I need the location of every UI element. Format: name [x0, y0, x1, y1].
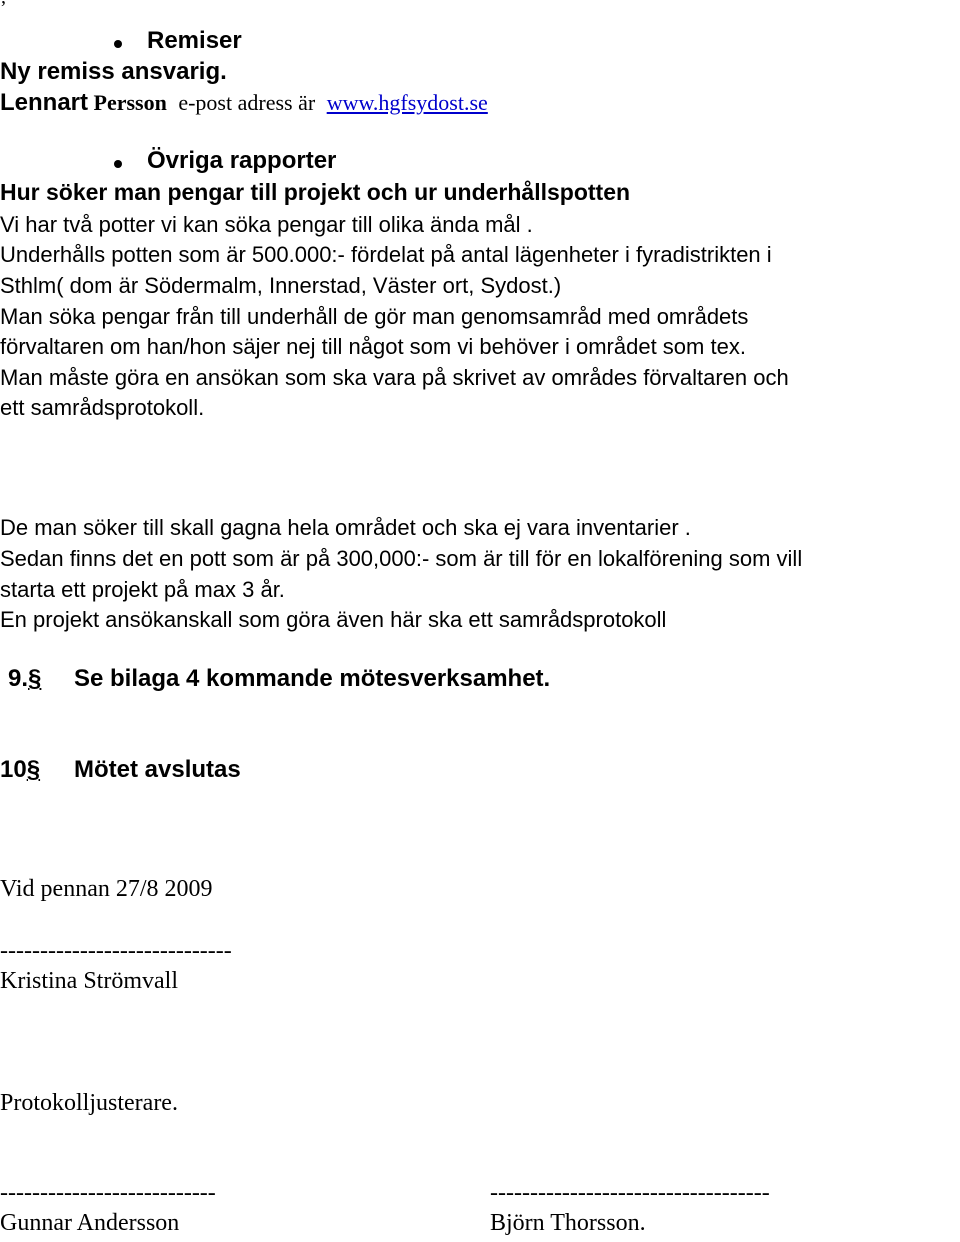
paragraph-line: De man söker till skall gagna hela området och ska ej vara inventarier . — [0, 515, 691, 540]
contact-first-name: Lennart — [0, 89, 89, 116]
stray-mark — [1, 0, 6, 9]
signature-line: --------------------------- — [0, 1180, 216, 1206]
paragraph-line: ett samrådsprotokoll. — [0, 395, 205, 420]
paragraph-line: Man söka pengar från till underhåll de gör man genomsamråd med områdets — [0, 304, 749, 329]
place-date: Vid pennan 27/8 2009 — [0, 876, 213, 902]
bullet-icon — [114, 40, 122, 48]
adjuster-name: Gunnar Andersson — [0, 1210, 180, 1236]
secretary-name: Kristina Strömvall — [0, 968, 178, 994]
adjusters-label: Protokolljusterare. — [0, 1090, 178, 1116]
paragraph-line: En projekt ansökanskall som göra även här ska ett samrådsprotokoll — [0, 607, 667, 632]
adjuster-name: Björn Thorsson. — [490, 1210, 646, 1236]
signature-line: ----------------------------- — [0, 938, 232, 964]
bullet-icon — [114, 160, 122, 168]
paragraph-line: Underhålls potten som är 500.000:- fördelat på antal lägenheter i fyradistrikten i — [0, 242, 772, 267]
ovriga-heading: Övriga rapporter — [147, 147, 337, 174]
section-9-text: Se bilaga 4 kommande mötesverksamhet. — [74, 665, 551, 692]
section-10-heading — [0, 756, 40, 784]
signature-line: ----------------------------------- — [490, 1180, 770, 1206]
paragraph-line: starta ett projekt på max 3 år. — [0, 577, 285, 602]
section-number: 9. — [8, 665, 29, 692]
paragraph-line: Sthlm( dom är Södermalm, Innerstad, Väster ort, Sydost.) — [0, 273, 562, 298]
contact-last-name: Persson — [93, 90, 167, 115]
paragraph-line: Sedan finns det en pott som är på 300,000:- som är till för en lokalförening som vill — [0, 546, 803, 571]
paragraph-line: Man måste göra en ansökan som ska vara på skrivet av områdes förvaltaren och — [0, 365, 789, 390]
remiss-line: Ny remiss ansvarig. — [0, 58, 227, 85]
remiss-contact — [0, 89, 488, 117]
website-link[interactable]: www.hgfsydost.se — [326, 90, 488, 115]
paragraph-symbol: § — [26, 756, 41, 783]
email-text: e-post adress är — [178, 90, 316, 115]
section-10-text: Mötet avslutas — [74, 756, 241, 783]
section-9-heading — [8, 665, 41, 693]
remiser-heading: Remiser — [147, 27, 242, 54]
paragraph-line: förvaltaren om han/hon säjer nej till något som vi behöver i området som tex. — [0, 334, 746, 359]
paragraph-symbol: § — [28, 665, 42, 692]
ovriga-subheading: Hur söker man pengar till projekt och ur underhållspotten — [0, 179, 631, 205]
section-number: 10 — [0, 756, 27, 783]
paragraph-line: Vi har två potter vi kan söka pengar till olika ända mål . — [0, 212, 533, 237]
